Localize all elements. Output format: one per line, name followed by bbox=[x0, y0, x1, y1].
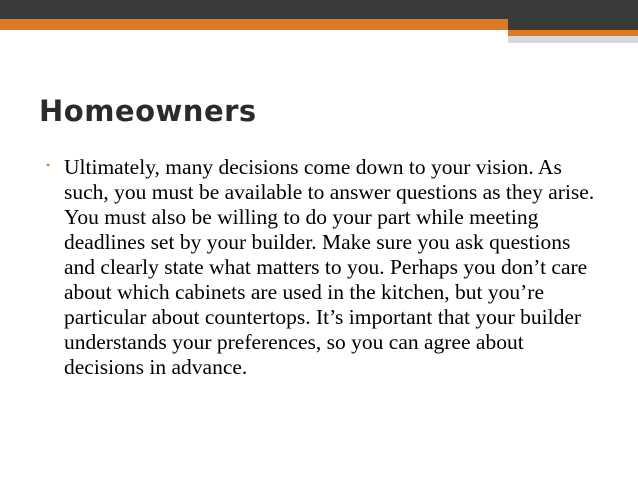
slide-title: Homeowners bbox=[39, 94, 257, 128]
bullet-text: Ultimately, many decisions come down to your vision. As such, you must be available to answer questions as they arise. You must also be willing to do your part while meeting deadlines set by your builder. Make sure you ask questions and clearly state what matters to you. Perhaps you don’t care about which cabinets are used in the kitchen, but you’re particular about countertops. It’s important that your builder understands your preferences, so you can agree about decisions in advance. bbox=[64, 155, 595, 379]
bullet-item bbox=[46, 155, 606, 380]
slide-body bbox=[46, 155, 606, 380]
bullet-marker: • bbox=[46, 158, 51, 172]
header-corner-dark bbox=[508, 0, 638, 30]
header-corner-light bbox=[508, 36, 638, 43]
